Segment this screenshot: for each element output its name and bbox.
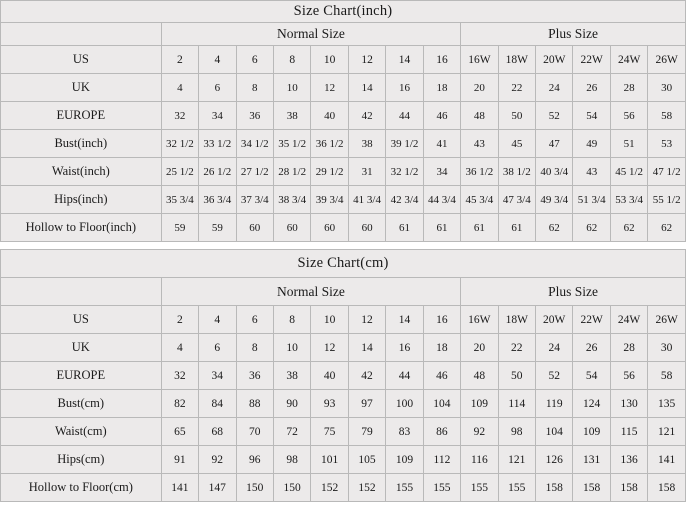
cell: 158 xyxy=(610,474,647,502)
cell: 130 xyxy=(610,390,647,418)
cell: 25 1/2 xyxy=(161,158,198,186)
cell: 4 xyxy=(161,334,198,362)
cell: 16 xyxy=(423,46,460,74)
cell: 10 xyxy=(273,74,310,102)
cell: 91 xyxy=(161,446,198,474)
cell: 119 xyxy=(536,390,573,418)
cell: 62 xyxy=(536,214,573,242)
chart-title: Size Chart(cm) xyxy=(1,250,686,278)
cell: 20 xyxy=(461,74,498,102)
cell: 6 xyxy=(236,306,273,334)
cell: 14 xyxy=(386,306,423,334)
table-row xyxy=(1,214,686,242)
cell: 92 xyxy=(199,446,236,474)
cell: 43 xyxy=(573,158,610,186)
cell: 34 xyxy=(423,158,460,186)
cell: 86 xyxy=(423,418,460,446)
cell: 36 xyxy=(236,362,273,390)
group-header-normal: Normal Size xyxy=(161,278,461,306)
cell: 52 xyxy=(536,362,573,390)
cell: 18 xyxy=(423,74,460,102)
cell: 39 1/2 xyxy=(386,130,423,158)
cell: 26 xyxy=(573,334,610,362)
cell: 131 xyxy=(573,446,610,474)
cell: 60 xyxy=(236,214,273,242)
cell: 40 xyxy=(311,362,348,390)
cell: 79 xyxy=(348,418,385,446)
cell: 158 xyxy=(536,474,573,502)
cell: 60 xyxy=(273,214,310,242)
cell: 60 xyxy=(348,214,385,242)
cell: 38 xyxy=(273,102,310,130)
cell: 6 xyxy=(236,46,273,74)
cell: 12 xyxy=(311,74,348,102)
cell: 46 xyxy=(423,362,460,390)
cell: 96 xyxy=(236,446,273,474)
cell: 24W xyxy=(610,46,647,74)
cell: 150 xyxy=(236,474,273,502)
cell: 41 3/4 xyxy=(348,186,385,214)
row-label-bust: Bust(inch) xyxy=(1,130,162,158)
row-label-waist: Waist(cm) xyxy=(1,418,162,446)
cell: 16 xyxy=(423,306,460,334)
cell: 28 1/2 xyxy=(273,158,310,186)
row-label-hollow-to-floor: Hollow to Floor(cm) xyxy=(1,474,162,502)
cell: 62 xyxy=(648,214,686,242)
cell: 8 xyxy=(236,74,273,102)
cell: 136 xyxy=(610,446,647,474)
cell: 62 xyxy=(610,214,647,242)
cell: 44 xyxy=(386,102,423,130)
table-row xyxy=(1,130,686,158)
cell: 38 xyxy=(348,130,385,158)
cell: 59 xyxy=(161,214,198,242)
cell: 4 xyxy=(199,46,236,74)
cell: 26 1/2 xyxy=(199,158,236,186)
cell: 56 xyxy=(610,102,647,130)
size-chart-inch-table xyxy=(0,0,686,242)
cell: 34 xyxy=(199,362,236,390)
cell: 58 xyxy=(648,102,686,130)
corner-cell xyxy=(1,278,162,306)
cell: 50 xyxy=(498,362,535,390)
row-label-uk: UK xyxy=(1,74,162,102)
cell: 24W xyxy=(610,306,647,334)
cell: 97 xyxy=(348,390,385,418)
cell: 12 xyxy=(348,46,385,74)
cell: 28 xyxy=(610,74,647,102)
cell: 12 xyxy=(348,306,385,334)
cell: 35 3/4 xyxy=(161,186,198,214)
cell: 61 xyxy=(461,214,498,242)
cell: 65 xyxy=(161,418,198,446)
table-row xyxy=(1,362,686,390)
cell: 16 xyxy=(386,74,423,102)
cell: 40 3/4 xyxy=(536,158,573,186)
cell: 152 xyxy=(348,474,385,502)
cell: 8 xyxy=(273,306,310,334)
cell: 88 xyxy=(236,390,273,418)
cell: 60 xyxy=(311,214,348,242)
row-label-us: US xyxy=(1,306,162,334)
cell: 116 xyxy=(461,446,498,474)
cell: 29 1/2 xyxy=(311,158,348,186)
cell: 158 xyxy=(648,474,686,502)
cell: 45 1/2 xyxy=(610,158,647,186)
cell: 155 xyxy=(386,474,423,502)
cell: 150 xyxy=(273,474,310,502)
cell: 10 xyxy=(311,46,348,74)
cell: 32 1/2 xyxy=(161,130,198,158)
cell: 152 xyxy=(311,474,348,502)
cell: 55 1/2 xyxy=(648,186,686,214)
cell: 48 xyxy=(461,362,498,390)
row-label-hips: Hips(cm) xyxy=(1,446,162,474)
cell: 42 xyxy=(348,362,385,390)
chart-separator xyxy=(0,242,686,249)
cell: 8 xyxy=(236,334,273,362)
row-label-waist: Waist(inch) xyxy=(1,158,162,186)
cell: 48 xyxy=(461,102,498,130)
row-label-europe: EUROPE xyxy=(1,102,162,130)
cell: 52 xyxy=(536,102,573,130)
table-row xyxy=(1,158,686,186)
table-row xyxy=(1,46,686,74)
table-title-row xyxy=(1,250,686,278)
cell: 141 xyxy=(648,446,686,474)
cell: 82 xyxy=(161,390,198,418)
cell: 22 xyxy=(498,334,535,362)
cell: 62 xyxy=(573,214,610,242)
cell: 39 3/4 xyxy=(311,186,348,214)
cell: 51 3/4 xyxy=(573,186,610,214)
cell: 44 xyxy=(386,362,423,390)
cell: 61 xyxy=(498,214,535,242)
group-header-plus: Plus Size xyxy=(461,278,686,306)
cell: 30 xyxy=(648,74,686,102)
cell: 114 xyxy=(498,390,535,418)
cell: 36 1/2 xyxy=(461,158,498,186)
cell: 135 xyxy=(648,390,686,418)
cell: 124 xyxy=(573,390,610,418)
cell: 47 xyxy=(536,130,573,158)
cell: 36 1/2 xyxy=(311,130,348,158)
row-label-hips: Hips(inch) xyxy=(1,186,162,214)
cell: 70 xyxy=(236,418,273,446)
cell: 35 1/2 xyxy=(273,130,310,158)
cell: 126 xyxy=(536,446,573,474)
cell: 83 xyxy=(386,418,423,446)
cell: 46 xyxy=(423,102,460,130)
cell: 100 xyxy=(386,390,423,418)
cell: 32 xyxy=(161,362,198,390)
cell: 44 3/4 xyxy=(423,186,460,214)
cell: 115 xyxy=(610,418,647,446)
cell: 38 3/4 xyxy=(273,186,310,214)
cell: 68 xyxy=(199,418,236,446)
cell: 16 xyxy=(386,334,423,362)
cell: 155 xyxy=(423,474,460,502)
cell: 18 xyxy=(423,334,460,362)
cell: 32 xyxy=(161,102,198,130)
cell: 14 xyxy=(386,46,423,74)
cell: 31 xyxy=(348,158,385,186)
row-label-hollow-to-floor: Hollow to Floor(inch) xyxy=(1,214,162,242)
cell: 24 xyxy=(536,334,573,362)
cell: 53 xyxy=(648,130,686,158)
cell: 26W xyxy=(648,306,686,334)
size-chart-cm xyxy=(0,249,686,502)
cell: 49 3/4 xyxy=(536,186,573,214)
cell: 33 1/2 xyxy=(199,130,236,158)
cell: 104 xyxy=(423,390,460,418)
cell: 27 1/2 xyxy=(236,158,273,186)
cell: 56 xyxy=(610,362,647,390)
cell: 20W xyxy=(536,306,573,334)
cell: 47 3/4 xyxy=(498,186,535,214)
cell: 18W xyxy=(498,46,535,74)
table-row xyxy=(1,474,686,502)
cell: 101 xyxy=(311,446,348,474)
size-chart-inch xyxy=(0,0,686,242)
table-title-row xyxy=(1,1,686,23)
cell: 155 xyxy=(461,474,498,502)
table-row xyxy=(1,74,686,102)
cell: 92 xyxy=(461,418,498,446)
table-row xyxy=(1,390,686,418)
cell: 93 xyxy=(311,390,348,418)
cell: 26 xyxy=(573,74,610,102)
cell: 45 3/4 xyxy=(461,186,498,214)
cell: 104 xyxy=(536,418,573,446)
cell: 58 xyxy=(648,362,686,390)
cell: 54 xyxy=(573,362,610,390)
cell: 8 xyxy=(273,46,310,74)
table-row xyxy=(1,418,686,446)
row-label-us: US xyxy=(1,46,162,74)
cell: 6 xyxy=(199,334,236,362)
cell: 61 xyxy=(423,214,460,242)
cell: 90 xyxy=(273,390,310,418)
cell: 105 xyxy=(348,446,385,474)
cell: 32 1/2 xyxy=(386,158,423,186)
cell: 22 xyxy=(498,74,535,102)
cell: 36 3/4 xyxy=(199,186,236,214)
cell: 38 xyxy=(273,362,310,390)
cell: 34 1/2 xyxy=(236,130,273,158)
row-label-europe: EUROPE xyxy=(1,362,162,390)
cell: 4 xyxy=(199,306,236,334)
cell: 22W xyxy=(573,306,610,334)
row-label-bust: Bust(cm) xyxy=(1,390,162,418)
size-chart-cm-table xyxy=(0,249,686,502)
table-group-row xyxy=(1,278,686,306)
cell: 155 xyxy=(498,474,535,502)
cell: 45 xyxy=(498,130,535,158)
corner-cell xyxy=(1,23,162,46)
group-header-plus: Plus Size xyxy=(461,23,686,46)
row-label-uk: UK xyxy=(1,334,162,362)
cell: 158 xyxy=(573,474,610,502)
cell: 109 xyxy=(573,418,610,446)
table-row xyxy=(1,446,686,474)
cell: 147 xyxy=(199,474,236,502)
group-header-normal: Normal Size xyxy=(161,23,461,46)
cell: 14 xyxy=(348,74,385,102)
cell: 141 xyxy=(161,474,198,502)
cell: 98 xyxy=(498,418,535,446)
cell: 28 xyxy=(610,334,647,362)
cell: 41 xyxy=(423,130,460,158)
cell: 40 xyxy=(311,102,348,130)
cell: 2 xyxy=(161,306,198,334)
cell: 38 1/2 xyxy=(498,158,535,186)
cell: 59 xyxy=(199,214,236,242)
cell: 54 xyxy=(573,102,610,130)
cell: 51 xyxy=(610,130,647,158)
table-row xyxy=(1,334,686,362)
cell: 47 1/2 xyxy=(648,158,686,186)
table-row xyxy=(1,186,686,214)
table-group-row xyxy=(1,23,686,46)
cell: 72 xyxy=(273,418,310,446)
cell: 4 xyxy=(161,74,198,102)
table-row xyxy=(1,102,686,130)
cell: 12 xyxy=(311,334,348,362)
cell: 109 xyxy=(461,390,498,418)
cell: 2 xyxy=(161,46,198,74)
cell: 43 xyxy=(461,130,498,158)
cell: 30 xyxy=(648,334,686,362)
cell: 16W xyxy=(461,46,498,74)
cell: 49 xyxy=(573,130,610,158)
cell: 20W xyxy=(536,46,573,74)
cell: 84 xyxy=(199,390,236,418)
chart-title: Size Chart(inch) xyxy=(1,1,686,23)
cell: 20 xyxy=(461,334,498,362)
cell: 26W xyxy=(648,46,686,74)
cell: 14 xyxy=(348,334,385,362)
cell: 61 xyxy=(386,214,423,242)
cell: 24 xyxy=(536,74,573,102)
cell: 16W xyxy=(461,306,498,334)
cell: 10 xyxy=(273,334,310,362)
cell: 109 xyxy=(386,446,423,474)
cell: 98 xyxy=(273,446,310,474)
table-row xyxy=(1,306,686,334)
cell: 121 xyxy=(648,418,686,446)
cell: 53 3/4 xyxy=(610,186,647,214)
cell: 50 xyxy=(498,102,535,130)
cell: 10 xyxy=(311,306,348,334)
cell: 6 xyxy=(199,74,236,102)
cell: 22W xyxy=(573,46,610,74)
cell: 18W xyxy=(498,306,535,334)
cell: 112 xyxy=(423,446,460,474)
cell: 75 xyxy=(311,418,348,446)
cell: 36 xyxy=(236,102,273,130)
cell: 37 3/4 xyxy=(236,186,273,214)
cell: 42 3/4 xyxy=(386,186,423,214)
cell: 34 xyxy=(199,102,236,130)
cell: 121 xyxy=(498,446,535,474)
cell: 42 xyxy=(348,102,385,130)
